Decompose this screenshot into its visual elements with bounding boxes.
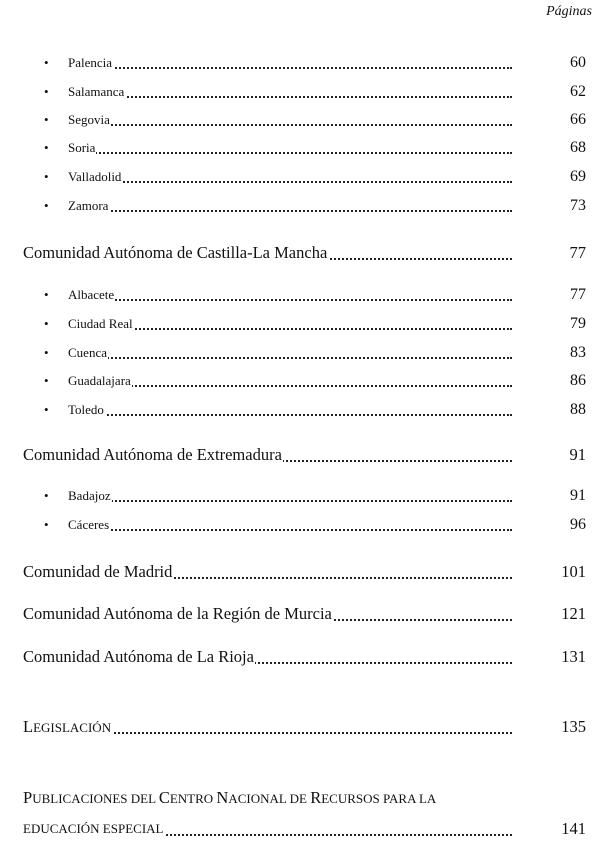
dot-leader [68, 384, 512, 387]
bullet-icon: • [44, 169, 49, 184]
entry-title: Cuenca [68, 341, 108, 365]
bullet-icon: • [44, 198, 49, 213]
entry-title: Comunidad Autónoma de Extremadura [23, 443, 283, 467]
entry-title: Guadalajara [68, 369, 132, 393]
entry-title: Comunidad de Madrid [23, 560, 173, 584]
word-rest: ENTRO [169, 791, 217, 806]
toc-section-legislacion [0, 715, 600, 739]
toc-entry [0, 341, 600, 365]
toc-entry [0, 443, 600, 467]
toc-entry [0, 108, 600, 132]
toc-entry [0, 51, 600, 75]
word-initial: R [310, 788, 322, 807]
toc-entry [0, 645, 600, 669]
entry-page: 121 [561, 604, 586, 623]
dot-leader [68, 95, 512, 98]
entry-title: Comunidad Autónoma de Castilla-La Mancha [23, 241, 328, 265]
entry-page: 83 [570, 344, 586, 361]
toc-entry [0, 513, 600, 537]
dot-leader [68, 123, 512, 126]
paginas-header: Páginas [546, 4, 592, 19]
entry-page: 86 [570, 372, 586, 389]
toc-entry [0, 136, 600, 160]
entry-page: 69 [570, 168, 586, 185]
bullet-icon: • [44, 287, 49, 302]
dot-leader [68, 528, 512, 531]
word-initial: P [23, 788, 33, 807]
word-initial: C [158, 788, 170, 807]
bullet-icon: • [44, 55, 49, 70]
entry-title: Comunidad Autónoma de La Rioja [23, 645, 255, 669]
bullet-icon: • [44, 345, 49, 360]
section-publicaciones-line1 [23, 786, 436, 811]
bullet-icon: • [44, 488, 49, 503]
dot-leader [68, 151, 512, 154]
toc-entry [0, 194, 600, 218]
entry-page: 60 [570, 54, 586, 71]
entry-title: Salamanca [68, 80, 125, 104]
dot-leader [68, 180, 512, 183]
section-page: 141 [561, 819, 586, 838]
toc-section-publicaciones [0, 817, 600, 841]
bullet-icon: • [44, 112, 49, 127]
bullet-icon: • [44, 140, 49, 155]
entry-title: Valladolid [68, 165, 122, 189]
entry-page: 62 [570, 83, 586, 100]
entry-title: Segovia [68, 108, 111, 132]
toc-entry [0, 165, 600, 189]
toc-entry [0, 602, 600, 626]
bullet-icon: • [44, 84, 49, 99]
entry-title: Palencia [68, 51, 113, 75]
entry-page: 73 [570, 197, 586, 214]
dot-leader [68, 499, 512, 502]
bullet-icon: • [44, 316, 49, 331]
toc-entry [0, 241, 600, 265]
dot-leader [68, 209, 512, 212]
toc-entry [0, 398, 600, 422]
toc-entry [0, 484, 600, 508]
entry-page: 77 [569, 243, 586, 262]
entry-page: 101 [561, 562, 586, 581]
word-rest: ACIONAL DE [228, 791, 311, 806]
entry-title: Badajoz [68, 484, 112, 508]
entry-page: 88 [570, 401, 586, 418]
dot-leader [68, 327, 512, 330]
bullet-icon: • [44, 373, 49, 388]
section-page: 135 [561, 717, 586, 736]
entry-title: Soria [68, 136, 96, 160]
entry-title: Albacete [68, 283, 115, 307]
bullet-icon: • [44, 402, 49, 417]
entry-title: Ciudad Real [68, 312, 134, 336]
toc-entry [0, 369, 600, 393]
dot-leader [68, 413, 512, 416]
section-rest: EGISLACIÓN [33, 720, 112, 735]
entry-page: 91 [570, 487, 586, 504]
dot-leader [68, 298, 512, 301]
entry-page: 131 [561, 647, 586, 666]
entry-title: Toledo [68, 398, 105, 422]
dot-leader [68, 66, 512, 69]
toc-entry [0, 560, 600, 584]
toc-entry [0, 283, 600, 307]
word-rest: ECURSOS PARA LA [321, 791, 437, 806]
word-rest: UBLICACIONES DEL [32, 791, 159, 806]
bullet-icon: • [44, 517, 49, 532]
entry-page: 96 [570, 516, 586, 533]
entry-title: Comunidad Autónoma de la Región de Murcia [23, 602, 333, 626]
section-initial: L [23, 717, 34, 736]
section-title-line2: EDUCACIÓN ESPECIAL [23, 817, 164, 841]
entry-title: Zamora [68, 194, 109, 218]
section-title [23, 715, 112, 740]
toc-entry [0, 80, 600, 104]
entry-page: 68 [570, 139, 586, 156]
toc-entry [0, 312, 600, 336]
entry-page: 79 [570, 315, 586, 332]
entry-page: 91 [569, 445, 586, 464]
word-initial: N [216, 788, 229, 807]
dot-leader [68, 356, 512, 359]
entry-page: 66 [570, 111, 586, 128]
entry-page: 77 [570, 286, 586, 303]
entry-title: Cáceres [68, 513, 110, 537]
